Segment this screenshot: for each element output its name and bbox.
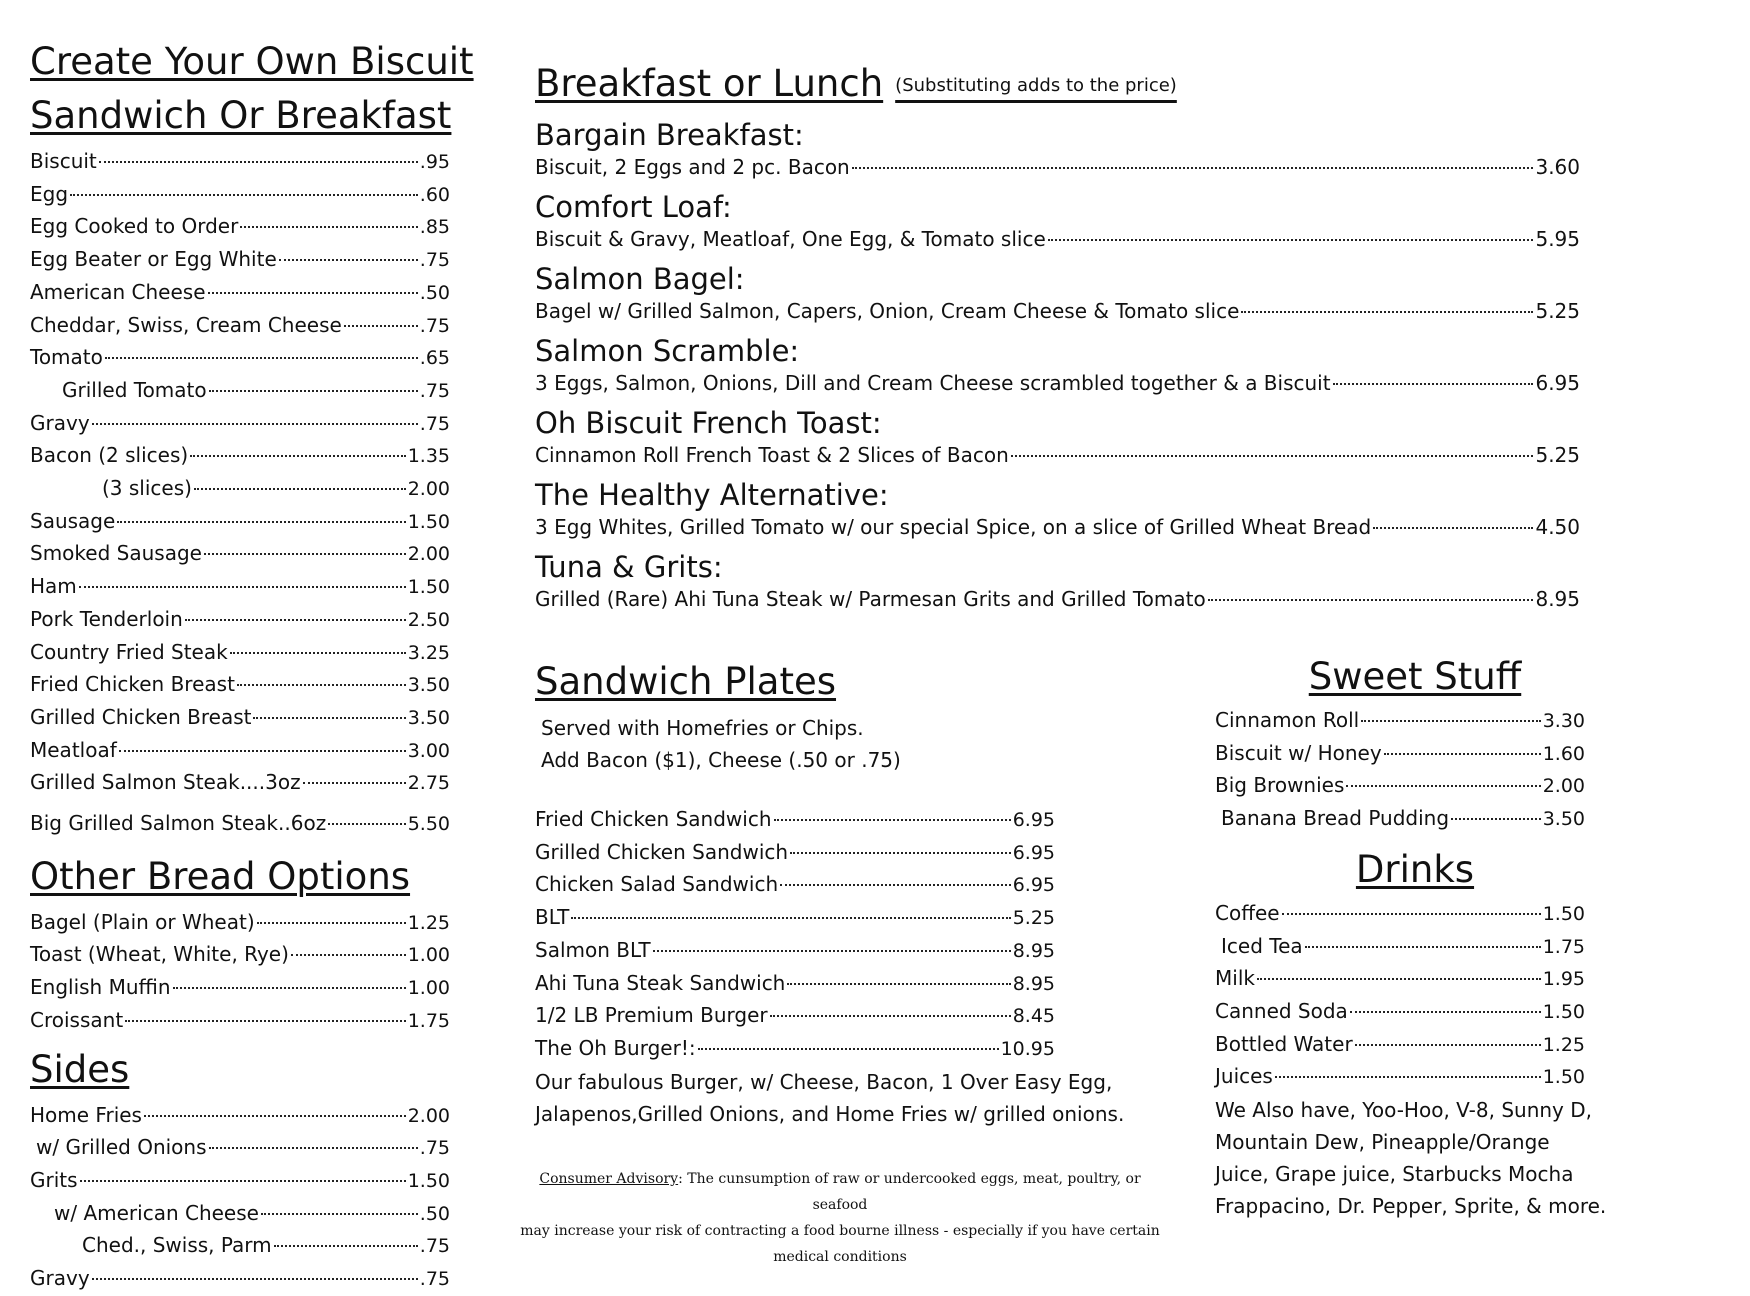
dot-leader: [240, 226, 417, 228]
item-label: Canned Soda: [1215, 998, 1348, 1023]
burger-description-line2: Jalapenos,Grilled Onions, and Home Fries w/ grilled onions.: [535, 1101, 1125, 1126]
item-price: 6.95: [1012, 841, 1055, 864]
item-price: 1.75: [1542, 935, 1585, 958]
item-price: 1.50: [1542, 902, 1585, 925]
item-price: 8.45: [1012, 1005, 1055, 1028]
item-price: .50: [419, 1202, 450, 1225]
dot-leader: [70, 194, 418, 196]
item-price: 10.95: [1000, 1037, 1055, 1060]
item-price: 1.95: [1542, 968, 1585, 991]
combo-item: [535, 440, 1580, 470]
item-label: Grits: [30, 1167, 78, 1192]
item-price: 2.50: [407, 608, 450, 631]
combo-desc: Bagel w/ Grilled Salmon, Capers, Onion, Cream Cheese & Tomato slice: [535, 298, 1240, 323]
item-label: Chicken Salad Sandwich: [535, 872, 779, 897]
menu-item: [1215, 898, 1585, 931]
item-label: Salmon BLT: [535, 937, 651, 962]
left-column: [30, 40, 474, 1296]
item-price: 1.50: [1542, 1066, 1585, 1089]
dot-leader: [190, 455, 406, 457]
item-price: .60: [419, 183, 450, 206]
other-bread-list: [30, 907, 450, 1038]
combo-name: Salmon Bagel:: [535, 261, 745, 296]
dot-leader: [230, 652, 406, 654]
dot-leader: [1384, 753, 1541, 755]
other-drinks-line: Juice, Grape juice, Starbucks Mocha: [1215, 1162, 1574, 1187]
item-label: Bagel (Plain or Wheat): [30, 909, 255, 934]
item-label: Juices: [1215, 1064, 1273, 1089]
dot-leader: [1350, 1011, 1541, 1013]
item-price: 8.95: [1012, 939, 1055, 962]
other-drinks-line: We Also have, Yoo-Hoo, V-8, Sunny D,: [1215, 1098, 1592, 1123]
item-price: 1.60: [1542, 742, 1585, 765]
advisory-lead: Consumer Advisory: [539, 1171, 679, 1187]
item-label: Big Grilled Salmon Steak..6oz: [30, 811, 327, 836]
item-price: 1.00: [407, 977, 450, 1000]
dot-leader: [1048, 239, 1534, 241]
dot-leader: [571, 917, 1010, 919]
item-price: 2.00: [407, 1104, 450, 1127]
menu-item: [30, 571, 450, 604]
dot-leader: [1333, 383, 1534, 385]
dot-leader: [1275, 1076, 1541, 1078]
combo-name: The Healthy Alternative:: [535, 477, 889, 512]
menu-item: [30, 637, 450, 670]
combo-desc: Cinnamon Roll French Toast & 2 Slices of Bacon: [535, 442, 1009, 467]
item-label: Biscuit: [30, 149, 97, 173]
menu-item: [30, 702, 450, 735]
menu-item: [535, 837, 1055, 870]
menu-item: [30, 1198, 450, 1231]
menu-item: [30, 506, 450, 539]
item-price: 1.75: [407, 1009, 450, 1032]
dot-leader: [328, 823, 405, 825]
item-label: Bottled Water: [1215, 1031, 1353, 1056]
item-price: .50: [419, 281, 450, 304]
menu-item: [535, 902, 1055, 935]
other-drinks-note: [1215, 1094, 1635, 1222]
biscuit-title-line2: Sandwich Or Breakfast: [30, 94, 452, 137]
item-label: Tomato: [30, 345, 103, 370]
item-price: 6.95: [1012, 874, 1055, 897]
item-price: 1.50: [407, 1169, 450, 1192]
menu-item: [535, 1033, 1055, 1066]
item-label: Grilled Chicken Sandwich: [535, 839, 789, 864]
menu-item: [535, 935, 1055, 968]
item-price: 1.50: [407, 576, 450, 599]
combo-item: [535, 296, 1580, 326]
menu-item: [1215, 1029, 1585, 1062]
menu-item: [30, 735, 450, 768]
breakfast-lunch-title: [535, 62, 1595, 108]
dot-leader: [780, 884, 1011, 886]
other-bread-title: Other Bread Options: [30, 854, 411, 898]
dot-leader: [852, 167, 1534, 169]
combo-item: [535, 368, 1580, 398]
item-label: Egg: [30, 181, 69, 206]
item-label: Ham: [30, 574, 77, 599]
combo-item: [535, 224, 1580, 254]
item-label: Sausage: [30, 508, 116, 533]
item-price: .75: [419, 1137, 450, 1160]
advisory-line2: may increase your risk of contracting a food bourne illness - especially if you have certain: [520, 1223, 1160, 1239]
dot-leader: [1361, 720, 1540, 722]
dot-leader: [208, 292, 418, 294]
menu-item: [1215, 931, 1585, 964]
dot-leader: [105, 357, 418, 359]
item-price: .75: [419, 314, 450, 337]
menu-item: [30, 179, 450, 212]
item-label: Egg Cooked to Order: [30, 214, 239, 239]
menu-item: [30, 939, 450, 972]
combo-desc: Biscuit, 2 Eggs and 2 pc. Bacon: [535, 154, 850, 179]
combo-list: [535, 118, 1595, 614]
dot-leader: [1257, 978, 1541, 980]
menu-item: [535, 968, 1055, 1001]
menu-item: [30, 473, 450, 506]
dot-leader: [1305, 946, 1541, 948]
item-price: 6.95: [1012, 809, 1055, 831]
sandwich-plates-title: Sandwich Plates: [535, 660, 837, 703]
biscuit-title-line1: Create Your Own Biscuit: [30, 40, 474, 83]
item-label: Cinnamon Roll: [1215, 708, 1360, 732]
item-label: Banana Bread Pudding: [1221, 806, 1450, 831]
menu-item: [30, 767, 450, 800]
burger-description-line1: Our fabulous Burger, w/ Cheese, Bacon, 1 Over Easy Egg,: [535, 1069, 1113, 1094]
item-label: The Oh Burger!:: [535, 1035, 696, 1060]
menu-item: [535, 804, 1055, 837]
sweet-stuff-list: [1215, 705, 1585, 836]
item-label: Coffee: [1215, 900, 1280, 925]
combo-desc: 3 Egg Whites, Grilled Tomato w/ our special Spice, on a slice of Grilled Wheat Bread: [535, 514, 1372, 539]
menu-item: [30, 310, 450, 343]
menu-item: [1215, 996, 1585, 1029]
biscuit-list: [30, 146, 450, 841]
menu-item: [30, 907, 450, 940]
item-price: 3.30: [1542, 710, 1585, 732]
menu-item: [535, 869, 1055, 902]
advisory-text1: : The cunsumption of raw or undercooked eggs, meat, poultry, or seafood: [678, 1171, 1141, 1213]
combo-price: 3.60: [1535, 154, 1580, 179]
item-price: 1.50: [1542, 1000, 1585, 1023]
combo-price: 5.25: [1535, 442, 1580, 467]
combo-price: 4.50: [1535, 514, 1580, 539]
item-label: Ched., Swiss, Parm: [82, 1233, 272, 1258]
item-label: Toast (Wheat, White, Rye): [30, 942, 289, 967]
menu-item: [30, 342, 450, 375]
item-price: .75: [419, 1268, 450, 1291]
item-label: Pork Tenderloin: [30, 606, 183, 631]
menu-item: [1215, 1061, 1585, 1094]
dot-leader: [144, 1115, 406, 1117]
menu-item: [30, 146, 450, 179]
item-price: 3.50: [1542, 808, 1585, 831]
dot-leader: [1373, 527, 1533, 529]
item-label: Gravy: [30, 1266, 90, 1291]
dot-leader: [1282, 913, 1541, 915]
item-label: 1/2 LB Premium Burger: [535, 1003, 768, 1028]
item-label: Cheddar, Swiss, Cream Cheese: [30, 312, 342, 337]
menu-item: [30, 440, 450, 473]
dot-leader: [303, 782, 406, 784]
item-price: .75: [419, 379, 450, 402]
menu-item: [30, 1132, 450, 1165]
item-price: 1.35: [407, 445, 450, 468]
item-price: 1.50: [407, 510, 450, 533]
menu-item: [535, 1000, 1055, 1033]
plates-subtitle: Served with Homefries or Chips.: [541, 716, 864, 740]
combo-price: 5.95: [1535, 226, 1580, 251]
item-price: .85: [419, 216, 450, 239]
item-price: 2.00: [1542, 775, 1585, 798]
menu-item: [1215, 803, 1585, 836]
dot-leader: [790, 852, 1011, 854]
item-price: .75: [419, 1235, 450, 1258]
item-label: Fried Chicken Sandwich: [535, 807, 772, 831]
dot-leader: [770, 1015, 1011, 1017]
item-label: Big Brownies: [1215, 773, 1345, 798]
item-label: Egg Beater or Egg White: [30, 247, 277, 272]
dot-leader: [99, 161, 418, 163]
dot-leader: [787, 983, 1010, 985]
advisory-line1: [520, 1166, 1160, 1218]
item-price: 5.25: [1012, 907, 1055, 930]
other-drinks-line: Mountain Dew, Pineapple/Orange: [1215, 1130, 1550, 1155]
item-price: 3.50: [407, 706, 450, 729]
dot-leader: [92, 1278, 418, 1280]
item-label: Ahi Tuna Steak Sandwich: [535, 970, 786, 995]
combo-price: 6.95: [1535, 370, 1580, 395]
dot-leader: [774, 819, 1011, 821]
dot-leader: [119, 750, 406, 752]
dot-leader: [125, 1020, 406, 1022]
item-label: American Cheese: [30, 279, 206, 304]
breakfast-lunch-section: [535, 62, 1595, 622]
item-label: Meatloaf: [30, 737, 117, 762]
item-price: 3.50: [407, 674, 450, 697]
item-price: 1.25: [1542, 1033, 1585, 1056]
item-price: .65: [419, 347, 450, 370]
dot-leader: [698, 1048, 999, 1050]
item-label: BLT: [535, 905, 570, 930]
dot-leader: [257, 922, 406, 924]
sandwich-plates-section: [535, 660, 1155, 1130]
item-price: .95: [419, 151, 450, 173]
combo-name: Tuna & Grits:: [535, 549, 723, 584]
menu-item: [30, 277, 450, 310]
combo-item: [535, 512, 1580, 542]
combo-price: 5.25: [1535, 298, 1580, 323]
dot-leader: [209, 1147, 418, 1149]
combo-desc: Biscuit & Gravy, Meatloaf, One Egg, & Tomato slice: [535, 226, 1046, 251]
item-price: 3.25: [407, 641, 450, 664]
dot-leader: [1355, 1044, 1541, 1046]
dot-leader: [653, 950, 1011, 952]
menu-item: [30, 808, 450, 841]
item-price: 2.75: [407, 772, 450, 795]
dot-leader: [1451, 818, 1541, 820]
dot-leader: [1346, 785, 1540, 787]
dot-leader: [279, 259, 418, 261]
item-price: 3.00: [407, 739, 450, 762]
combo-item: [535, 152, 1580, 182]
dot-leader: [173, 987, 406, 989]
combo-desc: 3 Eggs, Salmon, Onions, Dill and Cream Cheese scrambled together & a Biscuit: [535, 370, 1331, 395]
dot-leader: [1011, 455, 1534, 457]
item-price: .75: [419, 249, 450, 272]
menu-item: [30, 211, 450, 244]
sides-list: [30, 1100, 450, 1296]
consumer-advisory: [520, 1166, 1160, 1270]
item-label: (3 slices): [102, 476, 192, 501]
drinks-title: Drinks: [1355, 847, 1475, 891]
sides-title: Sides: [30, 1047, 130, 1091]
item-price: 2.00: [407, 478, 450, 501]
menu-item: [1215, 705, 1585, 738]
item-label: Iced Tea: [1221, 933, 1303, 958]
dot-leader: [79, 586, 406, 588]
menu-item: [1215, 738, 1585, 771]
item-label: Grilled Tomato: [62, 377, 207, 402]
item-label: Grilled Chicken Breast: [30, 704, 252, 729]
dot-leader: [291, 954, 406, 956]
dot-leader: [80, 1180, 406, 1182]
item-price: .75: [419, 412, 450, 435]
dot-leader: [1208, 599, 1534, 601]
dot-leader: [204, 553, 406, 555]
dot-leader: [209, 390, 418, 392]
menu-item: [30, 375, 450, 408]
menu-item: [30, 408, 450, 441]
sweet-stuff-title: Sweet Stuff: [1308, 655, 1522, 698]
item-price: 1.00: [407, 944, 450, 967]
dot-leader: [274, 1245, 418, 1247]
item-label: Grilled Salmon Steak....3oz: [30, 770, 301, 795]
item-label: Bacon (2 slices): [30, 443, 189, 468]
substitution-note: (Substituting adds to the price): [895, 74, 1177, 96]
breakfast-lunch-title-text: Breakfast or Lunch: [535, 62, 884, 105]
item-label: Biscuit w/ Honey: [1215, 740, 1382, 765]
advisory-line3: medical conditions: [773, 1249, 907, 1265]
menu-item: [30, 604, 450, 637]
drinks-list: [1215, 898, 1585, 1094]
dot-leader: [344, 325, 418, 327]
menu-item: [30, 244, 450, 277]
dot-leader: [261, 1213, 418, 1215]
item-label: Country Fried Steak: [30, 639, 228, 664]
combo-item: [535, 584, 1580, 614]
dot-leader: [117, 521, 405, 523]
combo-name: Salmon Scramble:: [535, 333, 800, 368]
menu-item: [30, 669, 450, 702]
dot-leader: [1241, 311, 1533, 313]
item-price: 1.25: [407, 911, 450, 934]
item-price: 2.00: [407, 543, 450, 566]
menu-item: [30, 1263, 450, 1296]
item-label: English Muffin: [30, 975, 171, 1000]
menu-item: [30, 1100, 450, 1133]
plates-list: [535, 804, 1055, 1066]
item-label: w/ American Cheese: [54, 1200, 259, 1225]
other-drinks-line: Frappacino, Dr. Pepper, Sprite, & more.: [1215, 1194, 1607, 1219]
combo-desc: Grilled (Rare) Ahi Tuna Steak w/ Parmesan Grits and Grilled Tomato: [535, 586, 1206, 611]
combo-name: Oh Biscuit French Toast:: [535, 405, 882, 440]
dot-leader: [92, 423, 418, 425]
item-label: Croissant: [30, 1007, 124, 1032]
item-price: 8.95: [1012, 972, 1055, 995]
item-label: Milk: [1215, 966, 1255, 991]
item-label: Smoked Sausage: [30, 541, 202, 566]
menu-item: [1215, 770, 1585, 803]
menu-item: [30, 1005, 450, 1038]
menu-item: [30, 538, 450, 571]
combo-price: 8.95: [1535, 586, 1580, 611]
dot-leader: [253, 717, 405, 719]
dot-leader: [194, 488, 406, 490]
dot-leader: [185, 619, 406, 621]
item-label: Gravy: [30, 410, 90, 435]
item-label: Home Fries: [30, 1102, 142, 1127]
menu-item: [1215, 963, 1585, 996]
right-column: [1215, 655, 1635, 1222]
item-label: Fried Chicken Breast: [30, 672, 235, 697]
combo-name: Comfort Loaf:: [535, 189, 732, 224]
dot-leader: [237, 684, 406, 686]
menu-item: [30, 1165, 450, 1198]
combo-name: Bargain Breakfast:: [535, 117, 804, 152]
item-price: 5.50: [407, 813, 450, 836]
item-label: w/ Grilled Onions: [36, 1135, 207, 1160]
menu-item: [30, 972, 450, 1005]
menu-item: [30, 1230, 450, 1263]
plates-addons: Add Bacon ($1), Cheese (.50 or .75): [541, 748, 901, 772]
